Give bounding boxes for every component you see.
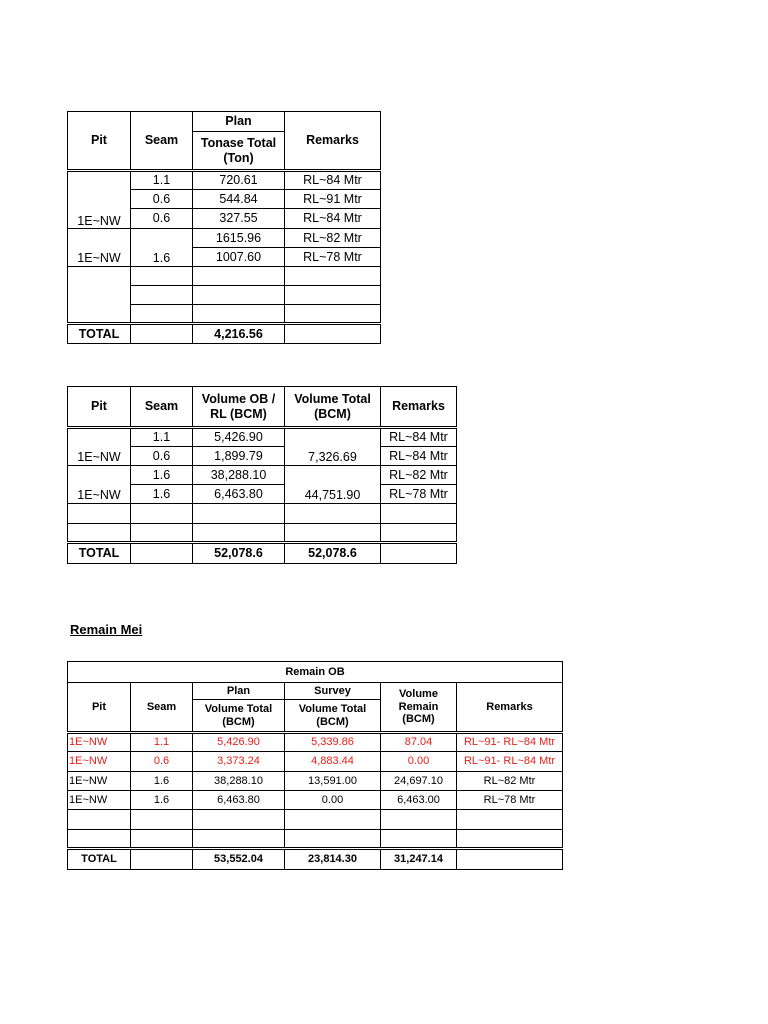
remarks-cell: RL~78 Mtr xyxy=(457,791,563,810)
remarks-cell: RL~84 Mtr xyxy=(381,428,457,447)
empty-cell xyxy=(131,267,193,286)
total-volume-ob: 52,078.6 xyxy=(193,543,285,564)
empty-cell xyxy=(193,524,285,543)
remarks-cell: RL~82 Mtr xyxy=(381,466,457,485)
total-label: TOTAL xyxy=(68,849,131,870)
pit-cell: 1E~NW xyxy=(68,791,131,810)
empty-cell xyxy=(131,286,193,305)
pit-cell: 1E~NW xyxy=(68,466,131,504)
total-label: TOTAL xyxy=(68,543,131,564)
empty-cell xyxy=(131,524,193,543)
empty-cell xyxy=(193,286,285,305)
header-remarks: Remarks xyxy=(285,112,381,171)
tonase-cell: 544.84 xyxy=(193,190,285,209)
volume-remain-cell: 0.00 xyxy=(381,752,457,772)
empty-cell xyxy=(381,830,457,849)
seam-cell: 1.1 xyxy=(131,171,193,190)
seam-cell: 0.6 xyxy=(131,752,193,772)
empty-cell xyxy=(68,830,131,849)
tonase-cell: 720.61 xyxy=(193,171,285,190)
empty-cell xyxy=(68,267,131,324)
pit-cell: 1E~NW xyxy=(68,171,131,229)
header-pit: Pit xyxy=(68,387,131,428)
empty-cell xyxy=(285,810,381,830)
plan-volume-cell: 5,426.90 xyxy=(193,733,285,752)
header-remarks: Remarks xyxy=(381,387,457,428)
header-survey-volume-total: Volume Total (BCM) xyxy=(285,700,381,733)
empty-cell xyxy=(131,830,193,849)
volume-ob-cell: 5,426.90 xyxy=(193,428,285,447)
seam-cell: 1.6 xyxy=(131,485,193,504)
total-tonase: 4,216.56 xyxy=(193,324,285,344)
total-volume-total: 52,078.6 xyxy=(285,543,381,564)
seam-cell: 0.6 xyxy=(131,190,193,209)
remarks-cell: RL~84 Mtr xyxy=(285,209,381,229)
tonase-cell: 1007.60 xyxy=(193,248,285,267)
survey-volume-cell: 4,883.44 xyxy=(285,752,381,772)
remarks-cell: RL~78 Mtr xyxy=(381,485,457,504)
volume-total-cell: 7,326.69 xyxy=(285,428,381,466)
empty-cell xyxy=(193,305,285,324)
empty-cell xyxy=(193,267,285,286)
empty-cell xyxy=(131,324,193,344)
remain-ob-table xyxy=(67,661,563,870)
seam-cell: 1.6 xyxy=(131,791,193,810)
pit-cell: 1E~NW xyxy=(68,229,131,267)
seam-cell: 1.6 xyxy=(131,772,193,791)
empty-cell xyxy=(131,543,193,564)
remarks-cell: RL~84 Mtr xyxy=(285,171,381,190)
empty-cell xyxy=(381,543,457,564)
seam-cell: 1.1 xyxy=(131,428,193,447)
pit-cell: 1E~NW xyxy=(68,428,131,466)
plan-volume-cell: 38,288.10 xyxy=(193,772,285,791)
empty-cell xyxy=(457,810,563,830)
remain-mei-heading: Remain Mei xyxy=(70,622,143,637)
remarks-cell: RL~84 Mtr xyxy=(381,447,457,466)
empty-cell xyxy=(285,286,381,305)
empty-cell xyxy=(285,305,381,324)
header-plan: Plan xyxy=(193,112,285,132)
seam-cell: 1.6 xyxy=(131,229,193,267)
empty-cell xyxy=(131,504,193,524)
empty-cell xyxy=(285,267,381,286)
empty-cell xyxy=(285,504,381,524)
empty-cell xyxy=(193,830,285,849)
header-seam: Seam xyxy=(131,387,193,428)
empty-cell xyxy=(381,524,457,543)
pit-cell: 1E~NW xyxy=(68,733,131,752)
empty-cell xyxy=(68,524,131,543)
survey-volume-cell: 5,339.86 xyxy=(285,733,381,752)
header-remarks: Remarks xyxy=(457,683,563,733)
header-pit: Pit xyxy=(68,112,131,171)
header-seam: Seam xyxy=(131,112,193,171)
header-tonase-total: Tonase Total (Ton) xyxy=(193,132,285,171)
volume-remain-cell: 6,463.00 xyxy=(381,791,457,810)
empty-cell xyxy=(285,524,381,543)
tonase-cell: 1615.96 xyxy=(193,229,285,248)
header-pit: Pit xyxy=(68,683,131,733)
tonase-cell: 327.55 xyxy=(193,209,285,229)
volume-ob-table xyxy=(67,386,457,564)
header-survey: Survey xyxy=(285,683,381,700)
remarks-cell: RL~82 Mtr xyxy=(457,772,563,791)
empty-cell xyxy=(193,810,285,830)
total-label: TOTAL xyxy=(68,324,131,344)
volume-remain-cell: 24,697.10 xyxy=(381,772,457,791)
header-plan-volume-total: Volume Total (BCM) xyxy=(193,700,285,733)
plan-volume-cell: 6,463.80 xyxy=(193,791,285,810)
empty-cell xyxy=(131,305,193,324)
seam-cell: 1.6 xyxy=(131,466,193,485)
header-volume-total: Volume Total (BCM) xyxy=(285,387,381,428)
empty-cell xyxy=(193,504,285,524)
empty-cell xyxy=(457,849,563,870)
empty-cell xyxy=(131,810,193,830)
seam-cell: 1.1 xyxy=(131,733,193,752)
remarks-cell: RL~91 Mtr xyxy=(285,190,381,209)
volume-remain-cell: 87.04 xyxy=(381,733,457,752)
total-volume-remain: 31,247.14 xyxy=(381,849,457,870)
seam-cell: 0.6 xyxy=(131,209,193,229)
pit-cell: 1E~NW xyxy=(68,772,131,791)
plan-tonase-table xyxy=(67,111,381,344)
empty-cell xyxy=(285,830,381,849)
empty-cell xyxy=(381,504,457,524)
remarks-cell: RL~78 Mtr xyxy=(285,248,381,267)
survey-volume-cell: 0.00 xyxy=(285,791,381,810)
volume-ob-cell: 1,899.79 xyxy=(193,447,285,466)
total-survey-volume: 23,814.30 xyxy=(285,849,381,870)
volume-total-cell: 44,751.90 xyxy=(285,466,381,504)
empty-cell xyxy=(457,830,563,849)
remarks-cell: RL~82 Mtr xyxy=(285,229,381,248)
empty-cell xyxy=(131,849,193,870)
empty-cell xyxy=(381,810,457,830)
empty-cell xyxy=(68,504,131,524)
volume-ob-cell: 38,288.10 xyxy=(193,466,285,485)
total-plan-volume: 53,552.04 xyxy=(193,849,285,870)
plan-volume-cell: 3,373.24 xyxy=(193,752,285,772)
remarks-cell: RL~91- RL~84 Mtr xyxy=(457,733,563,752)
pit-cell: 1E~NW xyxy=(68,752,131,772)
table-title: Remain OB xyxy=(68,662,563,683)
header-plan: Plan xyxy=(193,683,285,700)
empty-cell xyxy=(68,810,131,830)
volume-ob-cell: 6,463.80 xyxy=(193,485,285,504)
header-seam: Seam xyxy=(131,683,193,733)
survey-volume-cell: 13,591.00 xyxy=(285,772,381,791)
header-volume-remain: Volume Remain (BCM) xyxy=(381,683,457,733)
seam-cell: 0.6 xyxy=(131,447,193,466)
remarks-cell: RL~91- RL~84 Mtr xyxy=(457,752,563,772)
empty-cell xyxy=(285,324,381,344)
header-volume-ob: Volume OB / RL (BCM) xyxy=(193,387,285,428)
